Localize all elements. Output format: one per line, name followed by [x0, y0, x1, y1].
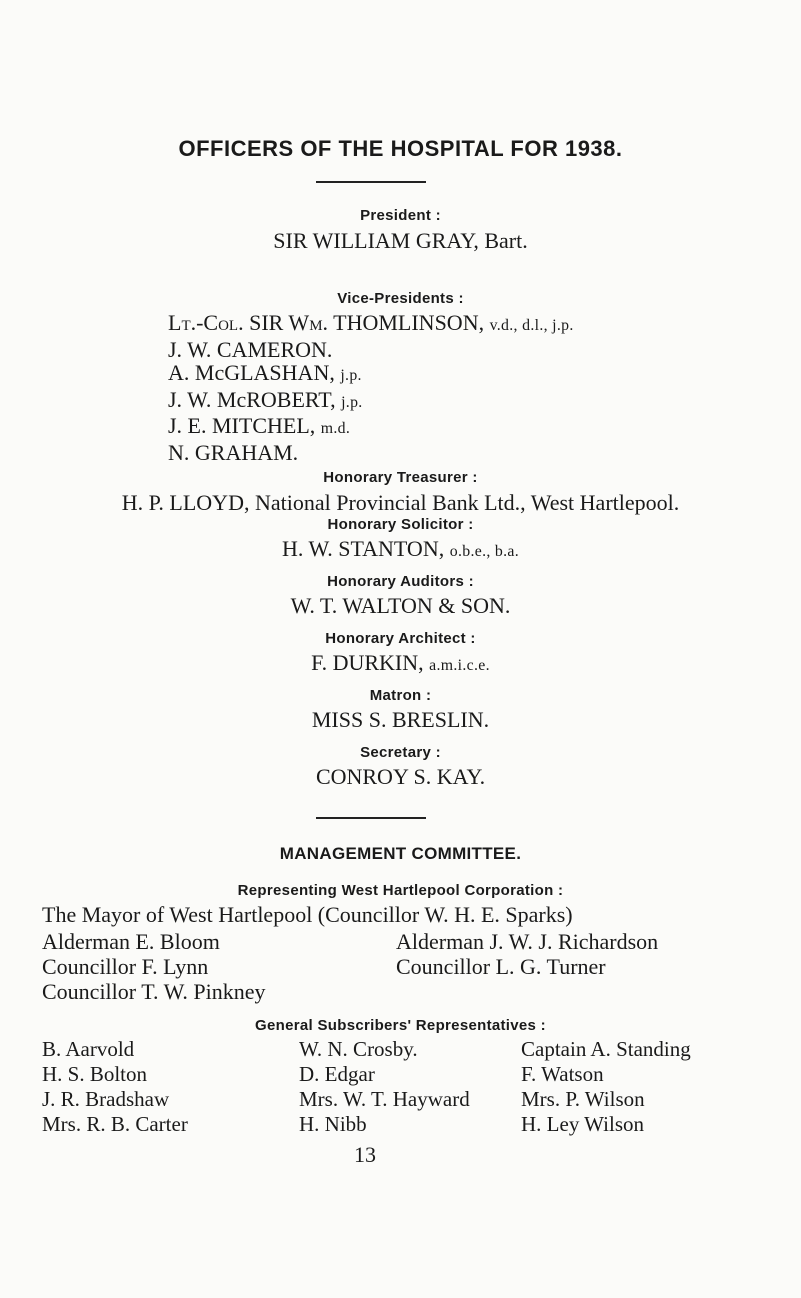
subscriber: W. N. Crosby. [299, 1037, 418, 1061]
subscribers-col-3 [521, 1037, 691, 1137]
corporation-member: Councillor T. W. Pinkney [42, 979, 266, 1004]
treasurer-label: Honorary Treasurer : [323, 469, 478, 486]
subscriber: H. Ley Wilson [521, 1112, 645, 1136]
secretary-name: CONROY S. KAY. [315, 764, 486, 789]
corporation-left-list [42, 929, 265, 1004]
vice-president: J. E. MITCHEL, m.d. [168, 413, 351, 438]
matron-label: Matron : [369, 687, 432, 704]
mayor-line: The Mayor of West Hartlepool (Councillor W. H. E. Sparks) [42, 902, 573, 927]
page-number: 13 [354, 1142, 376, 1167]
page-title: OFFICERS OF THE HOSPITAL FOR 1938. [178, 136, 623, 161]
subscriber: Mrs. W. T. Hayward [299, 1087, 470, 1111]
subscriber: D. Edgar [299, 1062, 375, 1086]
subscriber: H. S. Bolton [42, 1062, 148, 1086]
subscribers-label: General Subscribers' Representatives : [255, 1017, 546, 1034]
subscriber: F. Watson [521, 1062, 604, 1086]
divider [316, 181, 426, 183]
corporation-right-list [396, 929, 658, 979]
subscribers-col-2 [299, 1037, 470, 1137]
vice-president: J. W. McROBERT, j.p. [168, 386, 363, 412]
subscriber: J. R. Bradshaw [42, 1087, 170, 1111]
subscriber: H. Nibb [299, 1112, 367, 1136]
vice-president: J. W. CAMERON. [168, 336, 333, 362]
vice-president: N. GRAHAM. [168, 439, 299, 465]
solicitor-name: H. W. STANTON, o.b.e., b.a. [281, 536, 520, 561]
corporation-member: Alderman J. W. J. Richardson [396, 929, 659, 954]
corporation-label: Representing West Hartlepool Corporation : [237, 882, 564, 899]
president-name: SIR WILLIAM GRAY, Bart. [273, 228, 528, 253]
treasurer-name: H. P. LLOYD, National Provincial Bank Ltd., West Hartlepool. [121, 490, 680, 515]
auditors-label: Honorary Auditors : [327, 573, 474, 590]
solicitor-label: Honorary Solicitor : [327, 516, 474, 533]
architect-label: Honorary Architect : [325, 630, 476, 647]
vice-presidents-list [168, 311, 574, 464]
architect-name: F. DURKIN, a.m.i.c.e. [311, 650, 490, 675]
corporation-member: Councillor F. Lynn [42, 954, 209, 979]
subscriber: Captain A. Standing [521, 1037, 691, 1061]
corporation-member: Councillor L. G. Turner [396, 954, 606, 979]
committee-heading: MANAGEMENT COMMITTEE. [279, 844, 522, 863]
vice-presidents-label: Vice-Presidents : [337, 290, 464, 307]
vice-president: Lt.-Col. SIR Wm. THOMLINSON, v.d., d.l., j.p. [168, 310, 574, 335]
auditors-name: W. T. WALTON & SON. [290, 593, 511, 618]
matron-name: MISS S. BRESLIN. [311, 707, 490, 732]
president-label: President : [360, 207, 441, 224]
corporation-member: Alderman E. Bloom [42, 929, 220, 954]
subscriber: Mrs. R. B. Carter [42, 1112, 188, 1136]
vice-president: A. McGLASHAN, j.p. [168, 360, 362, 385]
secretary-label: Secretary : [360, 744, 441, 761]
subscribers-col-1 [42, 1037, 188, 1137]
subscriber: Mrs. P. Wilson [521, 1087, 645, 1111]
divider [316, 817, 426, 819]
subscriber: B. Aarvold [42, 1037, 135, 1061]
